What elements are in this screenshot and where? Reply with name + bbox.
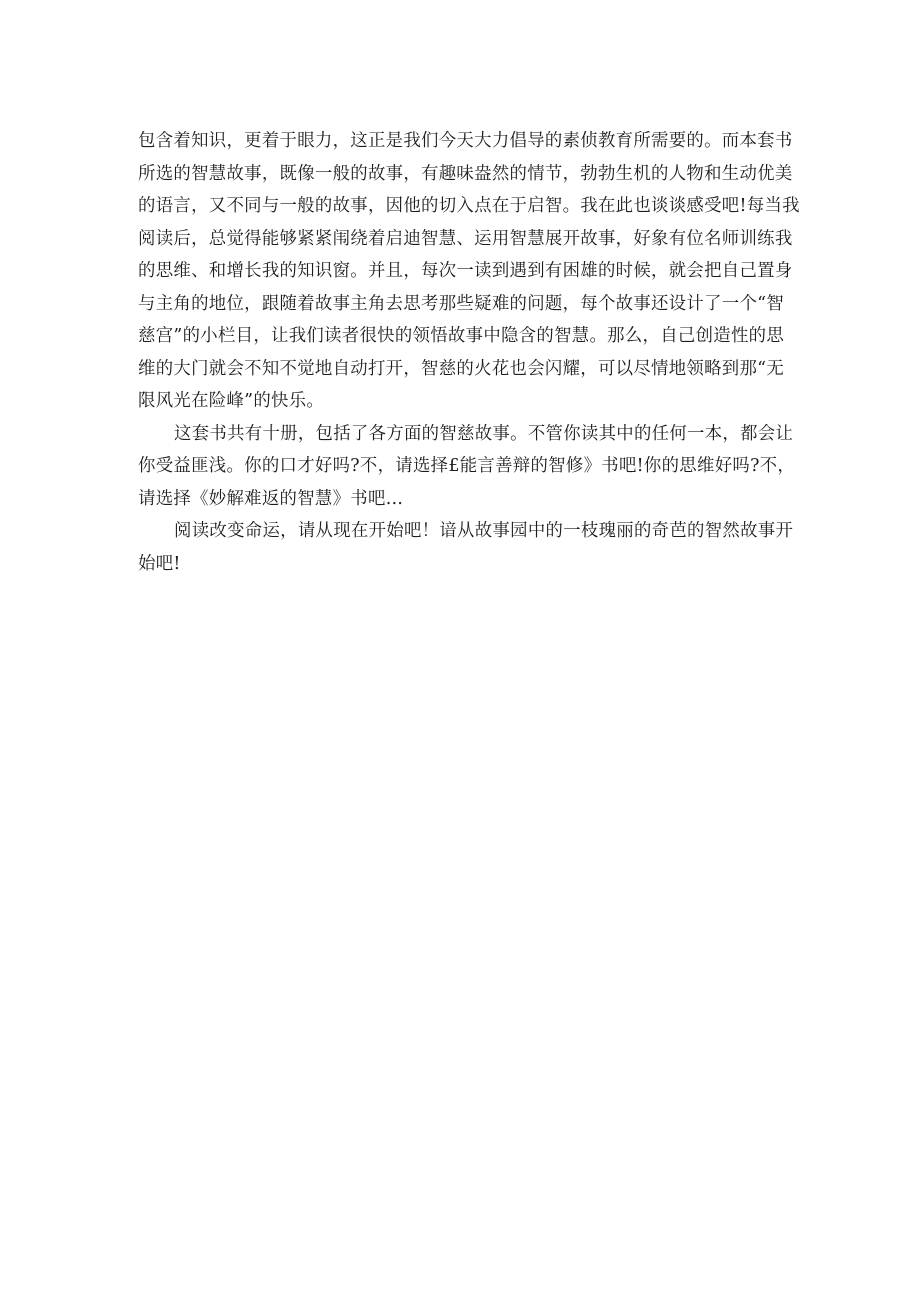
text-line: 限风光在险峰”的快乐。 xyxy=(138,391,325,411)
text-line: 与主角的地位，跟随着故事主角去思考那些疑难的问题，每个故事还设计了一个“智 xyxy=(138,293,785,314)
text-line: 这套书共有十册，包括了各方面的智慈故事。不管你读其中的任何一本，都会让 xyxy=(174,423,794,444)
text-line: 请选择《妙解难返的智慧》书吧… xyxy=(138,488,404,509)
text-line: 维的大门就会不知不觉地自动打开，智慈的火花也会闪耀，可以尽情地领略到那“无 xyxy=(138,358,785,379)
text-line: 的语言，又不同与一般的故事，因他的切入点在于启智。我在此也谈谈感受吧!每当我 xyxy=(138,196,800,216)
text-line: 你受益匪浅。你的口才好吗?不，请选择£能言善辩的智修》书吧!你的思维好吗?不， xyxy=(138,456,796,476)
paragraph-1 xyxy=(138,125,800,418)
text-line: 所选的智慧故事，既像一般的故事，有趣味盎然的情节，勃勃生机的人物和生动优美 xyxy=(138,163,793,184)
paragraph-3 xyxy=(138,515,794,580)
document-body xyxy=(138,125,800,580)
text-line: 慈宫”的小栏目，让我们读者很快的领悟故事中隐含的智慧。那么，自己创造性的思 xyxy=(138,326,785,346)
text-line: 始吧! xyxy=(138,553,181,574)
text-line: 阅读后，总觉得能够紧紧闱绕着启迪智慧、运用智慧展开故事，好象有位名师训练我 xyxy=(138,228,793,249)
text-line: 包含着知识，更着于眼力，这正是我们今天大力倡导的素侦教育所需要的。而本套书 xyxy=(138,131,793,151)
paragraph-2 xyxy=(138,418,796,516)
text-line: 阅读改变命运，请从现在开始吧！谙从故事园中的一枝瑰丽的奇芭的智然故事开 xyxy=(174,521,794,541)
text-line: 的思维、和增长我的知识窗。并且，每次一读到遇到有困雄的时候，就会把自己置身 xyxy=(138,261,793,281)
